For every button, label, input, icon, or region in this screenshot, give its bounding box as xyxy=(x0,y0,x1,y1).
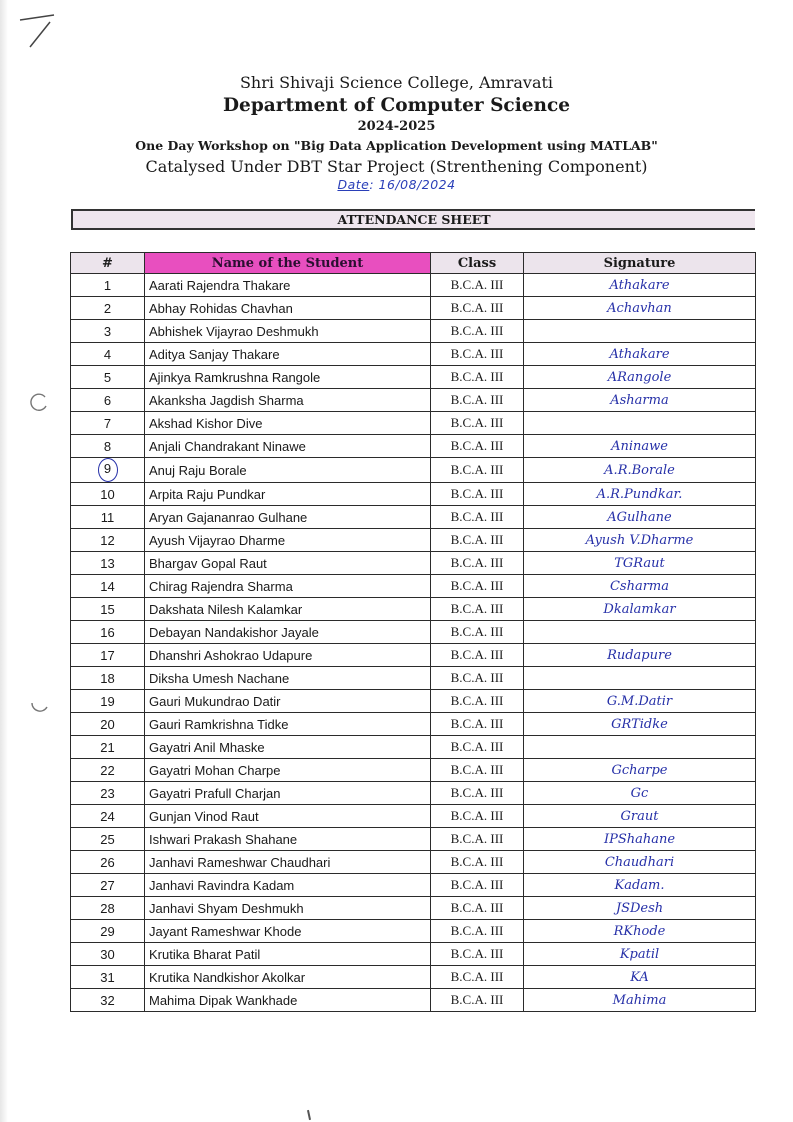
attendance-table-body xyxy=(71,274,756,1012)
student-name: Akanksha Jagdish Sharma xyxy=(145,389,431,412)
student-class: B.C.A. III xyxy=(431,644,524,667)
row-number: 28 xyxy=(71,897,145,920)
row-number: 22 xyxy=(71,759,145,782)
signature-cell: Achavhan xyxy=(524,297,756,320)
table-row xyxy=(71,782,756,805)
row-number: 23 xyxy=(71,782,145,805)
student-class: B.C.A. III xyxy=(431,851,524,874)
signature-cell: AGulhane xyxy=(524,506,756,529)
student-name: Abhishek Vijayrao Deshmukh xyxy=(145,320,431,343)
student-class: B.C.A. III xyxy=(431,805,524,828)
table-row xyxy=(71,598,756,621)
table-row xyxy=(71,320,756,343)
table-row xyxy=(71,851,756,874)
signature-cell: TGRaut xyxy=(524,552,756,575)
signature-cell: Gcharpe xyxy=(524,759,756,782)
row-number: 21 xyxy=(71,736,145,759)
student-name: Gunjan Vinod Raut xyxy=(145,805,431,828)
signature-cell: ARangole xyxy=(524,366,756,389)
student-class: B.C.A. III xyxy=(431,667,524,690)
student-name: Aryan Gajananrao Gulhane xyxy=(145,506,431,529)
student-name: Aarati Rajendra Thakare xyxy=(145,274,431,297)
row-number: 19 xyxy=(71,690,145,713)
student-class: B.C.A. III xyxy=(431,782,524,805)
student-class: B.C.A. III xyxy=(431,598,524,621)
row-number: 31 xyxy=(71,966,145,989)
row-number: 3 xyxy=(71,320,145,343)
table-row xyxy=(71,943,756,966)
table-header-row xyxy=(71,253,756,274)
student-name: Gayatri Anil Mhaske xyxy=(145,736,431,759)
column-header-name: Name of the Student xyxy=(145,253,431,274)
student-name: Ayush Vijayrao Dharme xyxy=(145,529,431,552)
student-class: B.C.A. III xyxy=(431,575,524,598)
signature-cell: RKhode xyxy=(524,920,756,943)
table-row xyxy=(71,529,756,552)
row-number: 14 xyxy=(71,575,145,598)
table-row xyxy=(71,274,756,297)
table-row xyxy=(71,828,756,851)
signature-cell: Rudapure xyxy=(524,644,756,667)
date-value: 16/08/2024 xyxy=(378,177,456,192)
table-row xyxy=(71,644,756,667)
signature-cell: A.R.Borale xyxy=(524,458,756,483)
signature-cell: Athakare xyxy=(524,343,756,366)
attendance-table xyxy=(70,252,756,1012)
signature-cell: Csharma xyxy=(524,575,756,598)
table-row xyxy=(71,989,756,1012)
table-row xyxy=(71,435,756,458)
signature-cell: IPShahane xyxy=(524,828,756,851)
signature-cell: Asharma xyxy=(524,389,756,412)
student-class: B.C.A. III xyxy=(431,966,524,989)
table-row xyxy=(71,621,756,644)
table-row xyxy=(71,805,756,828)
signature-cell-empty xyxy=(524,736,756,759)
signature-cell: Mahima xyxy=(524,989,756,1012)
signature-cell: Gc xyxy=(524,782,756,805)
student-class: B.C.A. III xyxy=(431,552,524,575)
student-class: B.C.A. III xyxy=(431,690,524,713)
punch-hole-icon xyxy=(28,392,50,414)
signature-cell-empty xyxy=(524,412,756,435)
signature-cell: Aninawe xyxy=(524,435,756,458)
student-class: B.C.A. III xyxy=(431,897,524,920)
student-name: Gayatri Prafull Charjan xyxy=(145,782,431,805)
table-row xyxy=(71,690,756,713)
table-row xyxy=(71,483,756,506)
row-number xyxy=(71,458,145,483)
student-class: B.C.A. III xyxy=(431,274,524,297)
row-number: 11 xyxy=(71,506,145,529)
student-name: Krutika Bharat Patil xyxy=(145,943,431,966)
row-number: 29 xyxy=(71,920,145,943)
row-number: 17 xyxy=(71,644,145,667)
table-row xyxy=(71,412,756,435)
student-name: Bhargav Gopal Raut xyxy=(145,552,431,575)
institution-name: Shri Shivaji Science College, Amravati xyxy=(239,73,554,92)
row-number: 32 xyxy=(71,989,145,1012)
handwritten-date xyxy=(0,178,793,192)
table-row xyxy=(71,575,756,598)
signature-cell: A.R.Pundkar. xyxy=(524,483,756,506)
row-number: 7 xyxy=(71,412,145,435)
student-name: Arpita Raju Pundkar xyxy=(145,483,431,506)
student-class: B.C.A. III xyxy=(431,759,524,782)
student-class: B.C.A. III xyxy=(431,435,524,458)
signature-cell: KA xyxy=(524,966,756,989)
student-class: B.C.A. III xyxy=(431,828,524,851)
student-name: Abhay Rohidas Chavhan xyxy=(145,297,431,320)
signature-cell-empty xyxy=(524,667,756,690)
row-number: 24 xyxy=(71,805,145,828)
student-class: B.C.A. III xyxy=(431,458,524,483)
student-name: Janhavi Rameshwar Chaudhari xyxy=(145,851,431,874)
student-class: B.C.A. III xyxy=(431,920,524,943)
column-header-number: # xyxy=(71,253,145,274)
row-number: 27 xyxy=(71,874,145,897)
student-name: Gauri Mukundrao Datir xyxy=(145,690,431,713)
student-class: B.C.A. III xyxy=(431,483,524,506)
student-class: B.C.A. III xyxy=(431,366,524,389)
row-number: 12 xyxy=(71,529,145,552)
student-name: Jayant Rameshwar Khode xyxy=(145,920,431,943)
table-row xyxy=(71,506,756,529)
student-class: B.C.A. III xyxy=(431,506,524,529)
table-row xyxy=(71,667,756,690)
table-row xyxy=(71,297,756,320)
student-name: Anjali Chandrakant Ninawe xyxy=(145,435,431,458)
table-row xyxy=(71,389,756,412)
row-number: 15 xyxy=(71,598,145,621)
student-class: B.C.A. III xyxy=(431,389,524,412)
row-number: 2 xyxy=(71,297,145,320)
row-number: 4 xyxy=(71,343,145,366)
row-number: 16 xyxy=(71,621,145,644)
row-number: 10 xyxy=(71,483,145,506)
row-number: 26 xyxy=(71,851,145,874)
student-class: B.C.A. III xyxy=(431,343,524,366)
student-name: Dhanshri Ashokrao Udapure xyxy=(145,644,431,667)
signature-cell: Athakare xyxy=(524,274,756,297)
table-row xyxy=(71,920,756,943)
column-header-signature: Signature xyxy=(524,253,756,274)
student-name: Debayan Nandakishor Jayale xyxy=(145,621,431,644)
row-number: 13 xyxy=(71,552,145,575)
student-name: Ajinkya Ramkrushna Rangole xyxy=(145,366,431,389)
signature-cell: Kadam. xyxy=(524,874,756,897)
student-class: B.C.A. III xyxy=(431,943,524,966)
student-class: B.C.A. III xyxy=(431,736,524,759)
table-row xyxy=(71,966,756,989)
student-class: B.C.A. III xyxy=(431,412,524,435)
pen-mark-seven-icon xyxy=(18,12,58,52)
student-class: B.C.A. III xyxy=(431,989,524,1012)
date-label: Date xyxy=(337,177,370,192)
circled-row-number: 9 xyxy=(98,458,118,482)
row-number: 25 xyxy=(71,828,145,851)
student-name: Chirag Rajendra Sharma xyxy=(145,575,431,598)
table-row xyxy=(71,713,756,736)
signature-cell: Chaudhari xyxy=(524,851,756,874)
student-name: Diksha Umesh Nachane xyxy=(145,667,431,690)
signature-cell-empty xyxy=(524,320,756,343)
student-class: B.C.A. III xyxy=(431,713,524,736)
row-number: 6 xyxy=(71,389,145,412)
signature-cell-empty xyxy=(524,621,756,644)
student-name: Krutika Nandkishor Akolkar xyxy=(145,966,431,989)
student-class: B.C.A. III xyxy=(431,297,524,320)
student-name: Gayatri Mohan Charpe xyxy=(145,759,431,782)
table-row xyxy=(71,736,756,759)
signature-cell: Ayush V.Dharme xyxy=(524,529,756,552)
event-title: One Day Workshop on "Big Data Application Development using MATLAB" xyxy=(135,138,658,153)
signature-cell: Kpatil xyxy=(524,943,756,966)
student-class: B.C.A. III xyxy=(431,320,524,343)
department-name: Department of Computer Science xyxy=(223,95,570,116)
row-number: 8 xyxy=(71,435,145,458)
funding-note: Catalysed Under DBT Star Project (Strenthening Component) xyxy=(145,157,648,176)
date-colon: : xyxy=(369,177,379,192)
table-row xyxy=(71,552,756,575)
row-number: 5 xyxy=(71,366,145,389)
row-number: 1 xyxy=(71,274,145,297)
student-name: Janhavi Ravindra Kadam xyxy=(145,874,431,897)
signature-cell: Graut xyxy=(524,805,756,828)
column-header-class: Class xyxy=(431,253,524,274)
student-name: Dakshata Nilesh Kalamkar xyxy=(145,598,431,621)
table-row xyxy=(71,874,756,897)
student-class: B.C.A. III xyxy=(431,874,524,897)
student-name: Gauri Ramkrishna Tidke xyxy=(145,713,431,736)
document-header xyxy=(0,72,793,192)
student-name: Anuj Raju Borale xyxy=(145,458,431,483)
punch-hole-icon xyxy=(28,694,50,716)
table-row xyxy=(71,366,756,389)
attendance-sheet-banner: ATTENDANCE SHEET xyxy=(71,209,755,230)
student-name: Mahima Dipak Wankhade xyxy=(145,989,431,1012)
signature-cell: G.M.Datir xyxy=(524,690,756,713)
student-name: Janhavi Shyam Deshmukh xyxy=(145,897,431,920)
student-name: Akshad Kishor Dive xyxy=(145,412,431,435)
signature-cell: GRTidke xyxy=(524,713,756,736)
row-number: 18 xyxy=(71,667,145,690)
table-row xyxy=(71,897,756,920)
student-name: Aditya Sanjay Thakare xyxy=(145,343,431,366)
student-name: Ishwari Prakash Shahane xyxy=(145,828,431,851)
signature-cell: Dkalamkar xyxy=(524,598,756,621)
table-row xyxy=(71,759,756,782)
student-class: B.C.A. III xyxy=(431,529,524,552)
signature-cell: JSDesh xyxy=(524,897,756,920)
student-class: B.C.A. III xyxy=(431,621,524,644)
academic-year: 2024-2025 xyxy=(357,119,436,134)
stray-pen-mark xyxy=(307,1110,311,1120)
row-number: 20 xyxy=(71,713,145,736)
row-number: 30 xyxy=(71,943,145,966)
table-row xyxy=(71,343,756,366)
table-row xyxy=(71,458,756,483)
